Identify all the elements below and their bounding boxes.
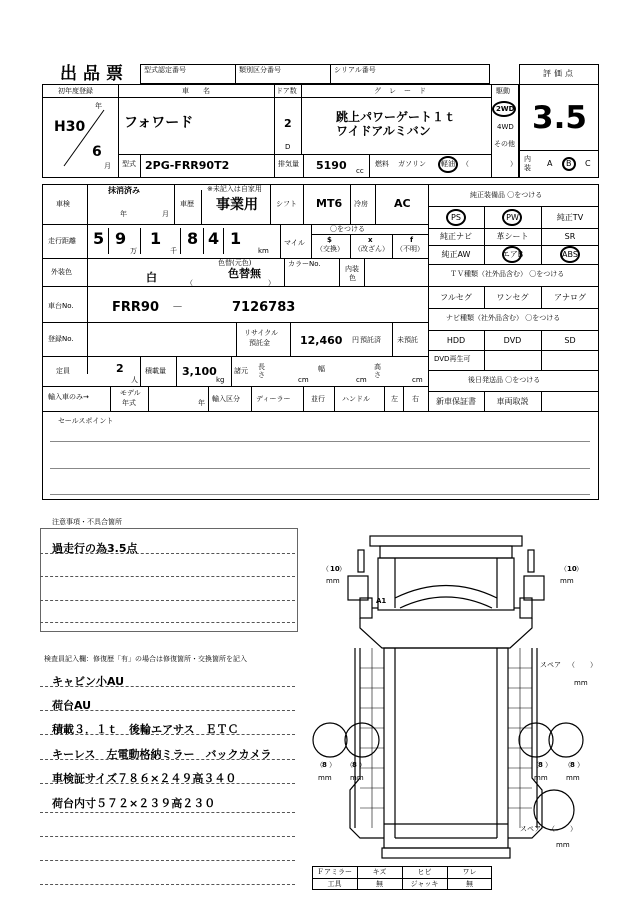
shift-label: シフト	[276, 200, 297, 208]
history-note: ※未記入は自家用	[207, 185, 262, 193]
navi-hdd: HDD	[446, 336, 466, 345]
load-label: 積載量	[145, 367, 166, 375]
interior-grade-a: A	[547, 159, 553, 168]
tv-type-label: ＴＶ種類（社外品含む） 〇をつける	[450, 270, 565, 278]
load-unit: kg	[216, 376, 225, 384]
tire-fr-unit: mm	[560, 577, 574, 585]
fuel-label: 燃料	[375, 160, 389, 168]
spare-label-1: スペア	[540, 661, 561, 669]
legend-header-2: キズ	[372, 868, 387, 876]
drive-4wd: 4WD	[497, 123, 514, 131]
tire-fl-unit: mm	[326, 577, 340, 585]
meter-tamper-symbol: x	[368, 236, 373, 244]
drive-other: その他	[494, 140, 515, 148]
tire-rear-rl: 8	[538, 761, 543, 769]
length-unit: cm	[298, 376, 309, 384]
equip-leather: 革シート	[496, 232, 529, 241]
legend-header-1: Ｆアミラー	[317, 868, 352, 876]
import-category-label: 輸入区分	[212, 395, 240, 403]
spare-label-2: スペア	[520, 825, 541, 833]
handle-left: 左	[391, 395, 398, 403]
load-value: 3,100	[182, 365, 217, 378]
spare-close-1: ）	[590, 661, 597, 669]
header-id-row	[140, 64, 490, 84]
length-label: 長さ	[258, 363, 265, 379]
dvd-playback-label: DVD再生可	[434, 355, 471, 363]
grade-line2: ワイドアルミバン	[336, 124, 431, 138]
tire-fl-open: （	[322, 565, 329, 573]
meter-circle-note: 〇をつける	[330, 225, 365, 233]
tire-rlr-close: ）	[359, 761, 366, 769]
aircon-label: 冷房	[354, 200, 368, 208]
aftermarket-label: 後日発送品 〇をつける	[468, 376, 541, 384]
serial-label: シリアル番号	[334, 66, 376, 74]
genuine-equip-label: 純正装備品 〇をつける	[470, 191, 543, 199]
interior-grade-b: B	[566, 159, 572, 168]
inspector-line-1: キャビン小AU	[52, 675, 125, 688]
doors-value: 2	[284, 117, 292, 130]
tire-front-right: 10	[567, 565, 577, 573]
legend-header-4: ワレ	[462, 868, 477, 876]
tire-rrr-close: ）	[577, 761, 584, 769]
aircon-value: AC	[394, 197, 411, 210]
tire-rlr-open: （	[346, 761, 353, 769]
tire-rear-ll: 8	[322, 761, 327, 769]
chassis-dash: －	[172, 300, 183, 313]
spare-unit-2: mm	[556, 841, 570, 849]
exterior-label: 外装色	[51, 268, 72, 276]
inspector-line-3: 積載３．１ｔ 後輪エアサス ＥＴＣ	[52, 723, 239, 736]
fuel-other-close: ）	[510, 160, 517, 168]
interior-color-label-1: 内装	[345, 265, 359, 273]
legend-value-2: 無	[376, 880, 383, 888]
history-label: 車歴	[180, 200, 194, 208]
tv-oneseg: ワンセグ	[496, 293, 529, 302]
mileage-digit-5: 4	[208, 229, 220, 248]
legend-value-4: 無	[466, 880, 473, 888]
displacement-value: 5190	[316, 159, 347, 172]
grade-line1: 跳上パワーゲート１ｔ	[336, 110, 457, 124]
recycle-unit: 円	[352, 336, 359, 344]
inspector-line-2: 荷台AU	[52, 699, 92, 712]
shaken-month-unit: 月	[162, 210, 169, 218]
navi-type-label: ナビ種類（社外品含む） 〇をつける	[446, 314, 561, 322]
equip-aw: 純正AW	[441, 250, 471, 259]
inspector-line-4: キーレス 左電動格納ミラー バックカメラ	[52, 748, 272, 761]
displacement-unit: cc	[356, 167, 364, 175]
model-year-unit: 年	[198, 399, 205, 407]
equip-navi: 純正ナビ	[440, 232, 472, 241]
sales-point-label: セールスポイント	[58, 417, 114, 425]
first-reg-label: 初年度登録	[58, 87, 93, 95]
tire-rrr-open: （	[564, 761, 571, 769]
model-cert-label: 型式認定番号	[144, 66, 186, 74]
tire-fr-close: ）	[576, 565, 583, 573]
exterior-value: 白	[146, 271, 157, 284]
mileage-digit-2: 9	[115, 229, 127, 248]
height-label: 高さ	[374, 363, 381, 379]
tire-rlr-unit: mm	[350, 774, 364, 782]
grade-label: グレード	[374, 87, 434, 95]
meter-exchange: （交換）	[316, 245, 344, 253]
history-value: 事業用	[216, 197, 258, 213]
legend-value-1: 工具	[327, 880, 342, 888]
shaken-label: 車検	[56, 200, 70, 208]
tire-rrr-unit: mm	[566, 774, 580, 782]
shaken-year-unit: 年	[120, 210, 127, 218]
tire-rll-unit: mm	[318, 774, 332, 782]
repaint-label: 色替(元色)	[218, 259, 252, 267]
form-title: 出品票	[60, 64, 129, 84]
first-reg-era: H30	[54, 119, 86, 135]
tire-rear-lr: 8	[352, 761, 357, 769]
legend-value-3: ジャッキ	[410, 880, 439, 888]
equip-airbag: エアB	[501, 250, 524, 259]
tire-rrl-open: （	[532, 761, 539, 769]
equip-ps: PS	[451, 213, 461, 222]
aftermarket-warranty: 新車保証書	[436, 397, 476, 406]
mile-label: マイル	[284, 239, 305, 247]
model-type: 2PG-FRR90T2	[145, 159, 230, 172]
chassis-label: 車台No.	[48, 302, 74, 310]
import-label: 輸入車のみ→	[48, 393, 89, 401]
first-reg-year-unit: 年	[95, 102, 102, 110]
tv-analog: アナログ	[554, 293, 586, 302]
fuel-diesel: 軽油	[441, 160, 455, 168]
meter-unknown: （不明）	[396, 245, 424, 253]
rating-label: 評価点	[543, 69, 576, 78]
tv-fullseg: フルセグ	[440, 293, 472, 302]
inspector-line-6: 荷台内寸５７２×２３９高２３０	[52, 797, 216, 810]
tire-fr-open: （	[560, 565, 567, 573]
shift-value: MT6	[316, 197, 343, 210]
recycle-label-2: 預託金	[249, 339, 270, 347]
spare-open-1: （	[568, 661, 575, 669]
first-reg-month-unit: 月	[104, 162, 111, 170]
capacity-unit: 人	[131, 376, 138, 384]
drive-2wd: 2WD	[496, 105, 515, 113]
import-parallel: 並行	[311, 395, 325, 403]
color-number-label: カラーNo.	[288, 260, 321, 268]
doors-label: ドア数	[276, 87, 297, 95]
inspector-note: 検査員記入欄：修復歴「有」の場合は修復箇所・交換箇所を記入	[44, 655, 247, 663]
tire-rll-open: （	[316, 761, 323, 769]
notes-line-1: 過走行の為3.5点	[52, 542, 138, 555]
fuel-other-open: （	[462, 160, 469, 168]
recycle-paid: 預託済	[360, 336, 381, 344]
mileage-digit-1: 5	[93, 229, 105, 248]
mileage-unit-sen: 千	[170, 247, 177, 255]
model-year-label-2: 年式	[122, 399, 136, 407]
equip-pw: PW	[506, 213, 519, 222]
mileage-digit-3: 1	[150, 229, 162, 248]
height-unit: cm	[412, 376, 423, 384]
interior-color-label-2: 色	[349, 274, 356, 282]
first-reg-month: 6	[92, 144, 102, 160]
equip-sr: SR	[564, 232, 576, 241]
door-type: D	[285, 143, 291, 151]
interior-grade-c: C	[585, 159, 591, 168]
chassis-prefix: FRR90	[112, 300, 159, 315]
displacement-label: 排気量	[278, 160, 299, 168]
car-name: フォワード	[124, 115, 194, 131]
dims-label: 諸元	[234, 367, 248, 375]
spare-open-2: （	[548, 825, 555, 833]
recycle-unpaid: 未預託	[397, 336, 418, 344]
width-unit: cm	[356, 376, 367, 384]
tire-rll-close: ）	[329, 761, 336, 769]
meter-tamper: （改ざん）	[354, 245, 389, 253]
tire-front-left: 10	[330, 565, 340, 573]
shaken-value: 抹消済み	[108, 186, 140, 195]
truck-diagram	[300, 528, 600, 868]
car-name-label: 車名	[182, 87, 224, 95]
registration-label: 登録No.	[48, 335, 74, 343]
spare-unit-1: mm	[574, 679, 588, 687]
mileage-digit-4: 8	[187, 229, 199, 248]
category-label: 類別区分番号	[239, 66, 281, 74]
tire-rear-rr: 8	[570, 761, 575, 769]
recycle-label-1: リサイクル	[244, 329, 279, 337]
fuel-gasoline: ガソリン	[398, 160, 426, 168]
drive-label: 駆動	[496, 87, 510, 95]
navi-sd: SD	[564, 336, 576, 345]
rating-score: 3.5	[532, 100, 587, 136]
capacity-value: 2	[116, 362, 124, 375]
mileage-digit-6: 1	[230, 229, 242, 248]
mileage-unit-man: 万	[130, 247, 137, 255]
equip-abs: ABS	[562, 250, 578, 259]
equip-tv: 純正TV	[556, 213, 584, 222]
recycle-value: 12,460	[300, 334, 343, 347]
model-year-label-1: モデル	[120, 389, 141, 397]
repaint-paren-open: （	[186, 279, 193, 287]
repaint-paren-close: ）	[268, 279, 275, 287]
mileage-unit-km: km	[258, 247, 269, 255]
legend-header-3: ヒビ	[417, 868, 432, 876]
navi-dvd: DVD	[503, 336, 522, 345]
capacity-label: 定員	[56, 367, 70, 375]
interior-grade-label: 内装	[524, 155, 531, 172]
tire-fl-close: ）	[339, 565, 346, 573]
tire-rrl-close: ）	[545, 761, 552, 769]
damage-mark-a1: A1	[376, 597, 387, 605]
chassis-number: 7126783	[232, 300, 296, 315]
tire-rrl-unit: mm	[534, 774, 548, 782]
first-reg-slash	[60, 102, 110, 172]
model-type-label: 型式	[122, 160, 136, 168]
import-dealer: ディーラー	[256, 395, 291, 403]
meter-unknown-symbol: f	[410, 236, 414, 244]
repaint-value: 色替無	[228, 267, 261, 280]
spare-close-2: ）	[570, 825, 577, 833]
notes-header: 注意事項・不具合箇所	[52, 518, 122, 526]
handle-right: 右	[412, 395, 419, 403]
aftermarket-manual: 車両取説	[496, 397, 529, 406]
meter-exchange-symbol: $	[327, 236, 332, 244]
inspector-line-5: 車検証サイズ７８６×２４９高３４０	[52, 772, 237, 785]
handle-label: ハンドル	[342, 395, 370, 403]
width-label: 幅	[318, 365, 325, 373]
mileage-label: 走行距離	[48, 237, 76, 245]
